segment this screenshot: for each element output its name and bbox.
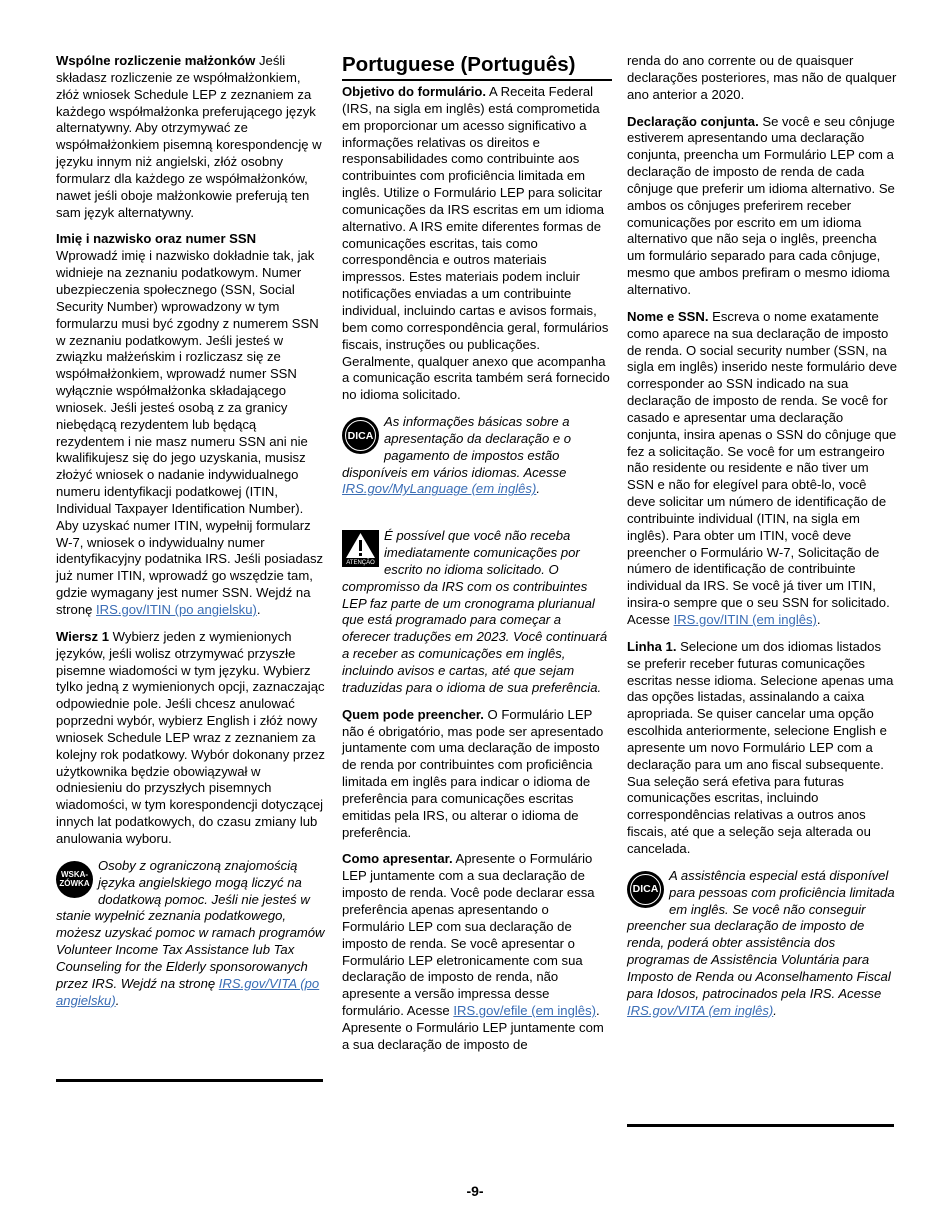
paragraph-joint-return [627, 114, 897, 299]
paragraph-text: Apresente o Formulário LEP juntamente com a sua declaração de imposto de renda. Você pode declarar essa preferência apenas apresentando o Formulário LEP com sua declaração de imposto de renda. Se você apresentar o Formulário LEP eletronicamente com sua declaração de imposto de renda, não apresente a versão impressa desse formulário. Acesse [342, 851, 595, 1019]
paragraph-name-ssn: Imię i nazwisko oraz numer SSN Wprowadź imię i nazwisko dokładnie tak, jak widnieje na zeznaniu podatkowym. Numer ubezpieczenia społecznego (SSN, Social Security Number) wprowadzony w tym formularzu musi być zgodny z numerem SSN w zeznaniu podatkowym. Jeśli jesteś w związku małżeńskim i rozliczasz się ze współmałżonkiem, wprowadź numer SSN wyłącznie współmałżonka składającego wniosek. Jeśli jesteś osobą z za granicy niebędącą rezydentem lub będącą rezydentem i nie masz numeru SSN ani nie kwalifikujesz się do jego uzyskania, musisz złożyć wniosek o nadanie indywidualnego numeru identyfikacji podatkowej (ITIN, Individual Taxpayer Identification Number). Aby uzyskać numer ITIN, wypełnij formularz W-7, wniosek o indywidualny numer identyfikacyjny podatnika IRS. Jeśli posiadasz już numer ITIN, wprowadź go wszędzie tam, gdzie wymagany jest numer SSN. Wejdź na stronę IRS.gov/ITIN (po angielsku). [56, 231, 324, 617]
tip-icon: DICA [627, 871, 664, 908]
caution-box [342, 528, 612, 696]
paragraph-name-ssn-pt: Nome e SSN. Escreva o nome exatamente como aparece na sua declaração de imposto de renda. O social security number (SSN, na sigla em inglês) inserido neste formulário deve corresponder ao SSN indicado na sua declaração de imposto de renda. Se você for casado e apresentar uma declaração conjunta, insira apenas o SSN do cônjuge que fez a solicitação. Se você for um estrangeiro não residente ou residente e não tiver um SSN e não for elegível para obtê-lo, você deve solicitar um número de identificação de contribuinte individual (ITIN, na sigla em inglês). Para obter um ITIN, você deve preencher o Formulário W-7, Solicitação de número de identificação de contribuinte individual da IRS. Se você já tiver um ITIN, insira-o sempre que o seu SSN for solicitado. Acesse IRS.gov/ITIN (em inglês). [627, 308, 898, 627]
paragraph-line-1 [56, 629, 326, 848]
paragraph-how-to-file: Como apresentar. Apresente o Formulário LEP juntamente com a sua declaração de imposto de renda. Você pode declarar essa preferência apenas apresentando o Formulário LEP com sua declaração de imposto de renda. Se você apresentar o Formulário LEP eletronicamente com sua declaração de imposto de renda, não apresente a versão impressa desse formulário. Acesse IRS.gov/efile (em inglês). Apresente o Formulário LEP juntamente com a sua declaração de imposto de [342, 851, 604, 1052]
tip-icon: WSKA- ZÓWKA [56, 861, 93, 898]
paragraph-joint-filing [56, 53, 326, 221]
paragraph-heading: Declaração conjunta. [627, 113, 759, 129]
paragraph-text: Jeśli składasz rozliczenie ze współmałżonkiem, złóż wniosek Schedule LEP z zeznaniem za każdego współmałżonka preferującego język alternatywny. Aby otrzymywać ze współmałżonkiem pisemną korespondencję w języku innym niż angielski, złóż osobny formularz dla każdego ze współmałżonków, nawet jeśli oboje małżonkowie preferują ten sam język alternatywny. [56, 53, 322, 220]
tip-box: WSKA- ZÓWKA Osoby z ograniczoną znajomością języka angielskiego mogą liczyć na dodatkową pomoc. Jeśli nie jesteś w stanie wypełnić zeznania podatkowego, możesz uzyskać pomoc w ramach programów Volunteer Income Tax Assistance lub Tax Counseling for the Elderly sponsorowanych przez IRS. Wejdź na stronę IRS.gov/VITA (po angielsku). [56, 857, 325, 1008]
tip-text: A assistência especial está disponível para pessoas com proficiência limitada em inglês. Se você não conseguir preencher sua declaração de imposto de renda, poderá obter assistência dos programas de Assistência Voluntária para Imposto de Renda ou Aconselhamento Fiscal para Idosos, patrocinados pela IRS. Acesse [627, 867, 895, 1001]
paragraph-continued: renda do ano corrente ou de quaisquer declarações posteriores, mas não de qualquer ano anterior a 2020. [627, 53, 897, 102]
tip-text: As informações básicas sobre a apresentação da declaração e o pagamento de impostos estão disponíveis em vários idiomas. Acesse [342, 414, 572, 480]
tip-icon: DICA [342, 417, 379, 454]
paragraph-text: Escreva o nome exatamente como aparece na sua declaração de imposto de renda. O social security number (SSN, na sigla em inglês) inserido neste formulário deve corresponder ao SSN indicado na sua declaração de imposto de renda. Se você for casado e apresentar uma declaração conjunta, insira apenas o SSN do cônjuge que fez a solicitação. Se você for um estrangeiro não residente ou residente e não tiver um SSN e não for elegível para obtê-lo, você deve solicitar um número de identificação de contribuinte individual (ITIN, na sigla em inglês). Para obter um ITIN, você deve preencher o Formulário W-7, Solicitação de número de identificação de contribuinte individual da IRS. Se você já tiver um ITIN, insira-o sempre que o seu SSN for solicitado. Acesse [627, 308, 898, 627]
paragraph-heading: Nome e SSN. [627, 308, 709, 324]
paragraph-heading: Objetivo do formulário. [342, 84, 487, 99]
paragraph-text: Selecione um dos idiomas listados se preferir receber futuras comunicações escritas nesse idioma. Selecione apenas uma das opções listadas, assinalando a caixa apropriada. Se quiser cancelar uma opção escolhida anteriormente, selecione English e apresente um novo Formulário LEP com a declaração para um ano fiscal subsequente. Sua seleção será efetiva para futuras comunicações escritas, incluindo correspondências relativas a outros anos fiscais, até que a seleção seja alterada ou cancelada. [627, 638, 894, 856]
section-divider [627, 1124, 894, 1127]
paragraph-text: A Receita Federal (IRS, na sigla em inglês) está comprometida em proporcionar um acesso significativo a informações relativas os direitos e responsabilidades como contribuinte aos contribuintes com proficiência limitada em inglês. Utilize o Formulário LEP para solicitar comunicações da IRS escritas em um idioma alternativo. A IRS emite diferentes formas de comunicações escritas, tais como correspondência e outros materiais impressos. Estes materiais podem incluir notificações enviadas a um contribuinte individual, incluindo cartas e avisos formais, bem como correspondência geral, formulários fiscais, instruções ou publicações. Geralmente, qualquer anexo que acompanha a comunicação escrita também será fornecido no idioma solicitado. [342, 84, 610, 403]
paragraph-heading: Imię i nazwisko oraz numer SSN [56, 231, 257, 247]
section-divider [56, 1079, 323, 1082]
paragraph-heading: Wspólne rozliczenie małżonków [56, 53, 256, 68]
page-number: -9- [466, 1183, 484, 1199]
section-heading: Portuguese (Português) [342, 53, 612, 81]
tip-box: DICA As informações básicas sobre a apresentação da declaração e o pagamento de impostos estão disponíveis em vários idiomas. Acesse IRS.gov/MyLanguage (em inglês). [342, 414, 572, 497]
paragraph-who-can-file [342, 707, 612, 842]
column-portuguese-1 [342, 53, 612, 1064]
column-portuguese-2 [627, 53, 897, 1029]
paragraph-text: Wprowadź imię i nazwisko dokładnie tak, jak widnieje na zeznaniu podatkowym. Numer ubezpieczenia społecznego (SSN, Social Security Number) wprowadzony w tym formularzu musi być zgodny z numerem SSN w zeznaniu podatkowym. Jeśli jesteś w związku małżeńskim i rozliczasz się ze współmałżonkiem, wprowadź numer SSN wyłącznie współmałżonka składającego wniosek. Jeśli jesteś osobą z za granicy niebędącą rezydentem lub będącą rezydentem i nie masz numeru SSN ani nie kwalifikujesz się do jego uzyskania, musisz złożyć wniosek o nadanie indywidualnego numeru identyfikacji podatkowej (ITIN, Individual Taxpayer Identification Number). Aby uzyskać numer ITIN, wypełnij formularz W-7, wniosek o indywidualny numer identyfikacyjny podatnika IRS. Jeśli posiadasz już numer ITIN, wprowadź go wszędzie tam, gdzie wymagany jest numer SSN. Wejdź na stronę [56, 248, 324, 617]
caution-icon: ATENÇÃO [342, 530, 379, 567]
vita-link[interactable]: IRS.gov/VITA (po angielsku) [56, 975, 320, 1008]
itin-link-pt[interactable]: IRS.gov/ITIN (em inglês) [673, 612, 817, 627]
paragraph-heading: Linha 1. [627, 638, 677, 654]
itin-link[interactable]: IRS.gov/ITIN (po angielsku) [96, 602, 257, 617]
mylanguage-link[interactable]: IRS.gov/MyLanguage (em inglês) [342, 481, 537, 497]
paragraph-purpose [342, 84, 612, 404]
paragraph-heading: Como apresentar. [342, 851, 453, 867]
vita-link-pt[interactable]: IRS.gov/VITA (em inglês) [627, 1002, 774, 1018]
paragraph-text: Wybierz jeden z wymienionych języków, jeśli wolisz otrzymywać przyszłe pisemne wiadomości w tym języku. Wybierz tylko jedną z wymienionych opcji, zaznaczając odpowiednie pole. Jeśli chcesz anulować poprzedni wybór, wybierz English i złóż nowy wniosek Schedule LEP wraz z zeznaniem za kolejny rok podatkowy. Wybór dokonany przez użytkownika będzie obowiązywał w odniesieniu do przyszłych pisemnych wiadomości, w tym korespondencji dotyczącej innych lat podatkowych, do czasu zmiany lub anulowania wyboru. [56, 628, 325, 846]
paragraph-heading: Wiersz 1 [56, 628, 110, 644]
caution-text: É possível que você não receba imediatamente comunicações por escrito no idioma solicitado. O compromisso da IRS com os contribuintes LEP faz parte de um cronograma plurianual que está programado para começar a oferecer traduções em 2023. Você continuará a receber as comunicações em inglês, incluindo avisos e cartas, até que sejam traduzidas para o idioma de sua preferência. [342, 528, 608, 695]
tip-box: DICA A assistência especial está disponível para pessoas com proficiência limitada em inglês. Se você não conseguir preencher sua declaração de imposto de renda, poderá obter assistência dos programas de Assistência Voluntária para Imposto de Renda ou Aconselhamento Fiscal para Idosos, patrocinados pela IRS. Acesse IRS.gov/VITA (em inglês). [627, 867, 895, 1018]
paragraph-line-1-pt [627, 639, 897, 858]
paragraph-text: Se você e seu cônjuge estiverem apresentando uma declaração conjunta, preencha um Formulário LEP com a declaração de imposto de renda de cada cônjuge que preferir um idioma alternativo. Se ambos os cônjuges preferirem receber comunicações por escrito em um idioma alternativo que não seja o inglês, preencha um formulário separado para cada cônjuge, mesmo que ambos prefiram o mesmo idioma alternativo. [627, 113, 895, 297]
tip-text: Osoby z ograniczoną znajomością języka angielskiego mogą liczyć na dodatkową pomoc. Jeśli nie jesteś w stanie wypełnić zeznania podatkowego, możesz uzyskać pomoc w ramach programów Volunteer Income Tax Assistance lub Tax Counseling for the Elderly sponsorowanych przez IRS. Wejdź na stronę [56, 857, 325, 991]
paragraph-text: O Formulário LEP não é obrigatório, mas pode ser apresentado juntamente com uma declaração de imposto de renda por contribuintes com proficiência limitada em inglês para indicar o idioma de preferência para comunicações escritas emitidas pela IRS, ou alterar o idioma de preferência. [342, 706, 604, 840]
column-polish [56, 53, 326, 1019]
efile-link[interactable]: IRS.gov/efile (em inglês) [453, 1003, 596, 1019]
paragraph-heading: Quem pode preencher. [342, 706, 484, 722]
